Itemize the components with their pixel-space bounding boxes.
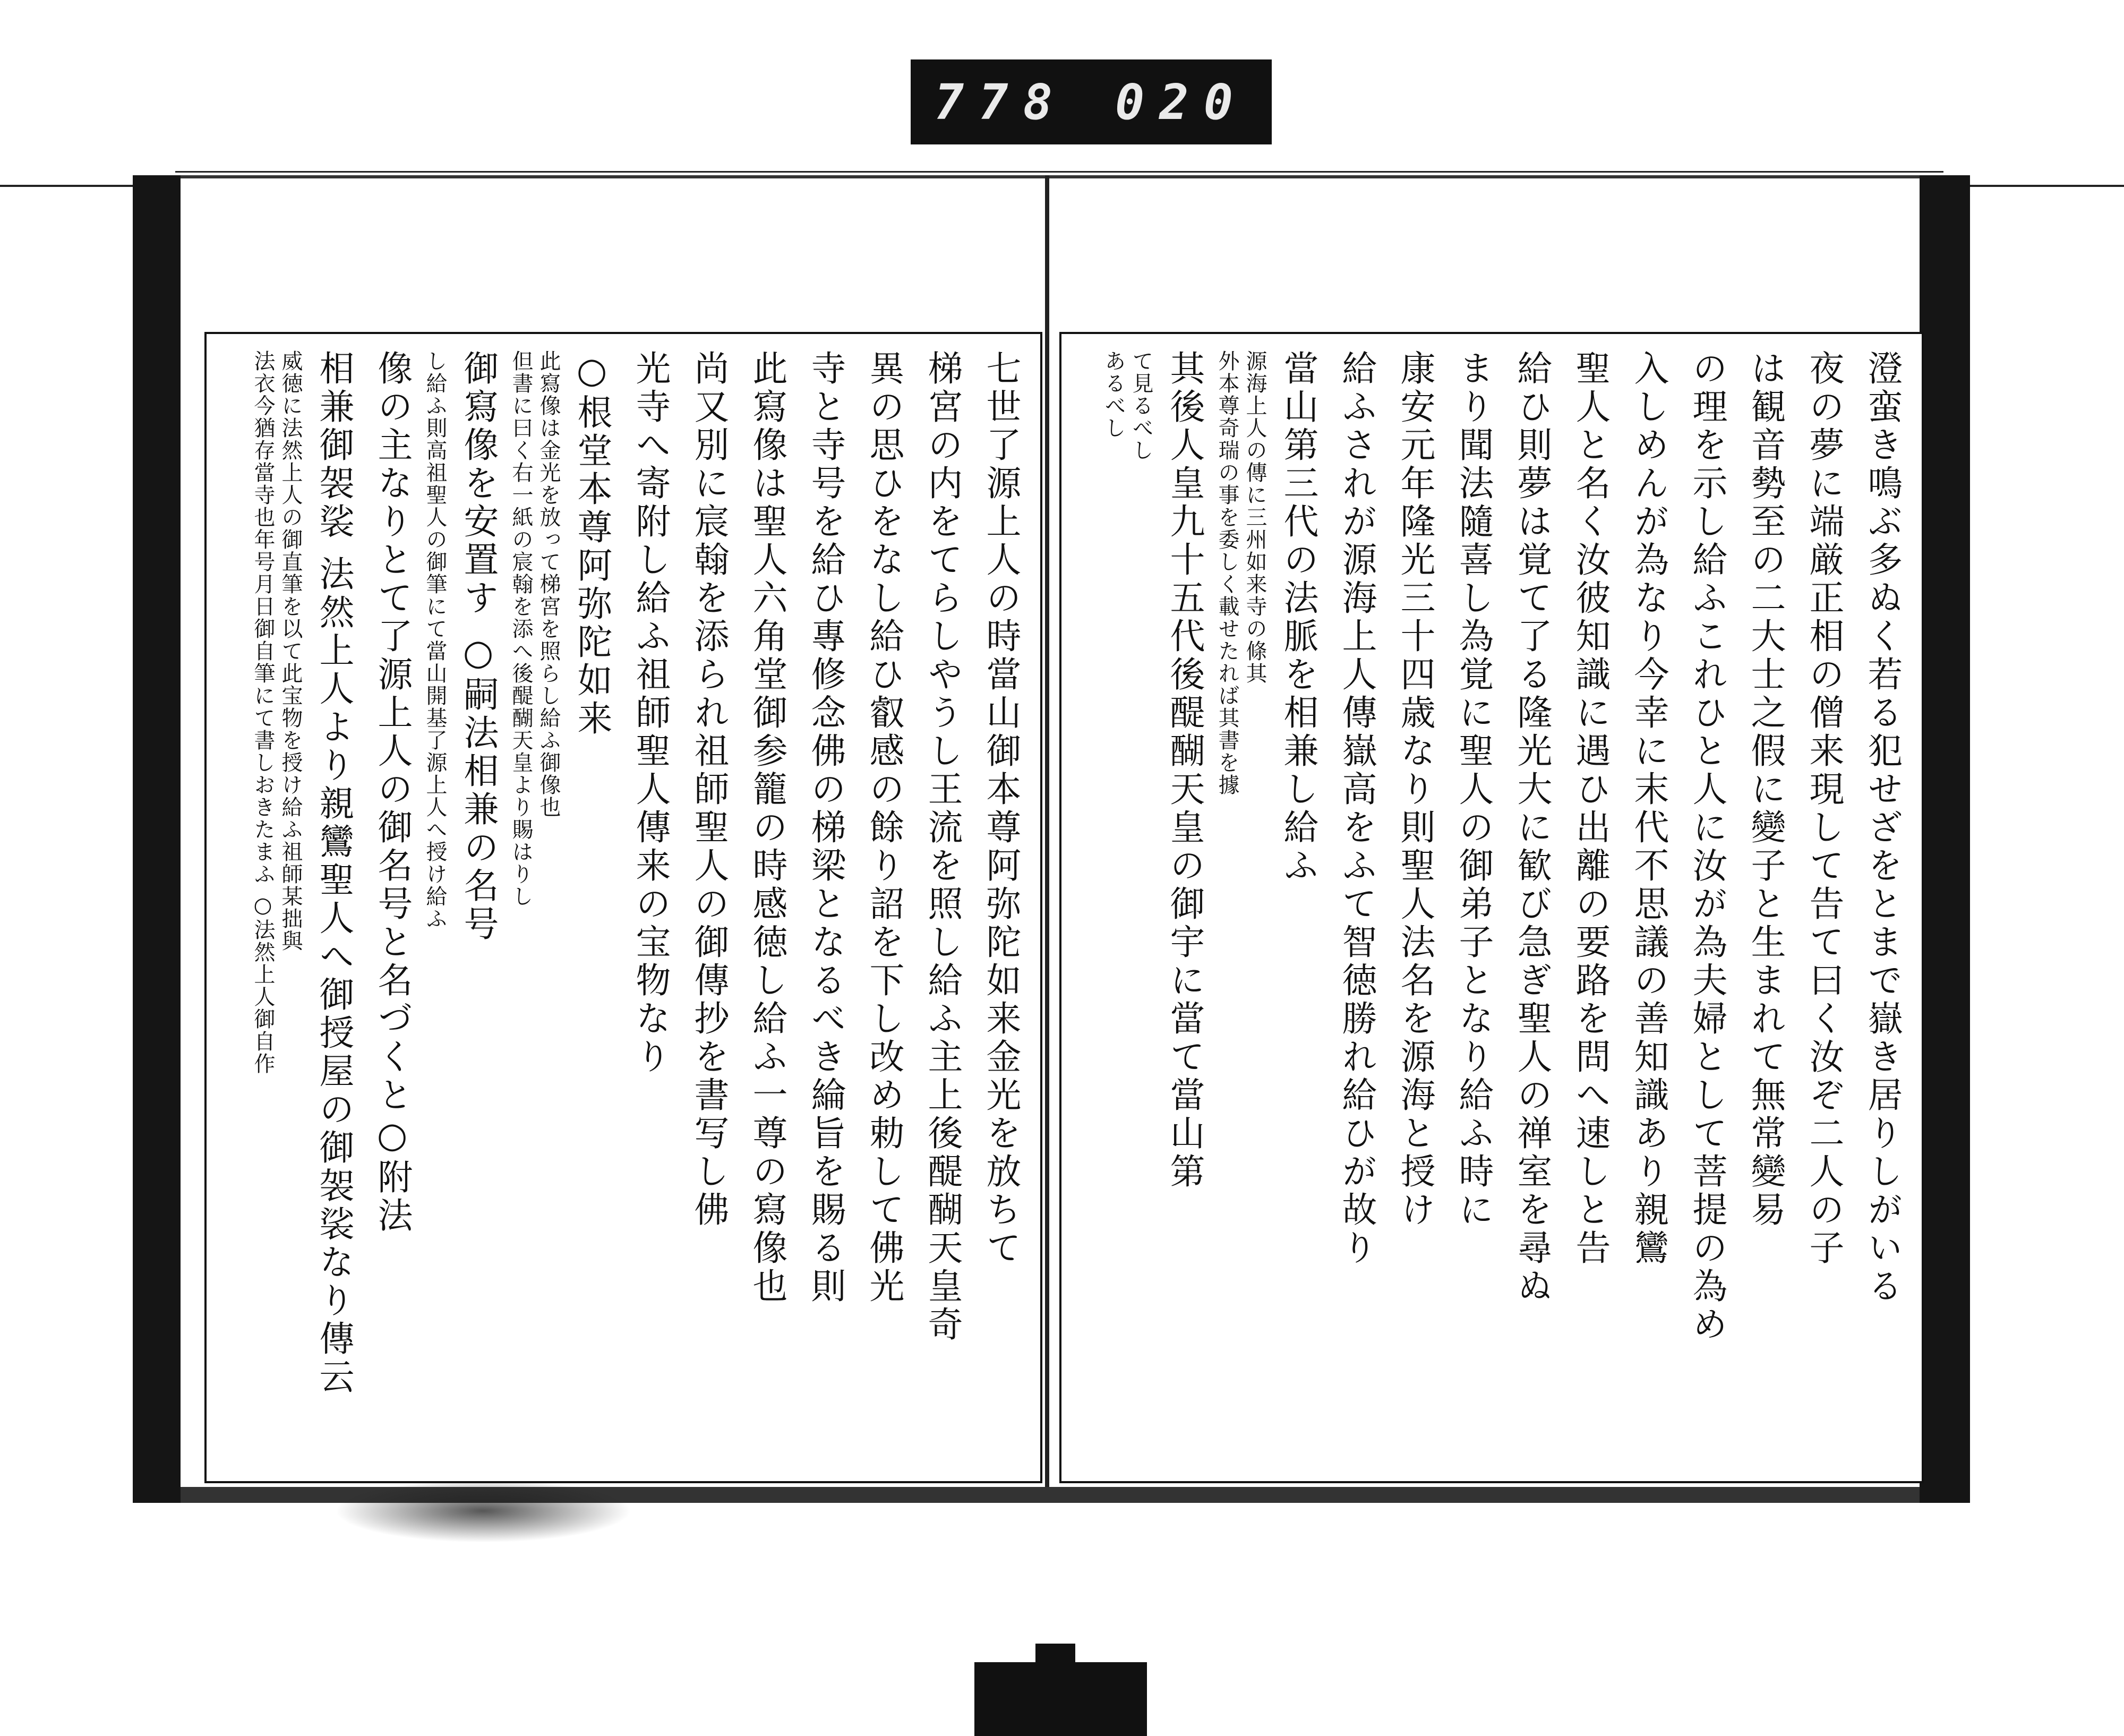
right_page-column: 給ふされが源海上人傳嶽高をふて智徳勝れ給ひが故り [1336,350,1377,1268]
right_page-column: は観音勢至の二大士之假に變子と生まれて無常變易 [1745,350,1786,1229]
left_page-column: 異の思ひをなし給ひ叡感の餘り詔を下し改め勅して佛光 [863,350,904,1306]
left_page-column: し給ふ則高祖聖人の御筆にて當山開基了源上人へ授け給ふ [423,350,447,930]
page-edge-top [181,175,1920,178]
binding-tab [974,1662,1147,1736]
frame-number: 020 [1115,73,1248,131]
left-page-text [217,350,1030,1465]
left_page-column: 七世了源上人の時當山御本尊阿弥陀如来金光を放ちて [980,350,1021,1268]
right_page-column: 其後人皇九十五代後醍醐天皇の御宇に當て當山第 [1164,350,1205,1191]
left_page-column: 光寺へ寄附し給ふ祖師聖人傳来の宝物なり [630,350,671,1076]
left_page-column: 寺と寺号を給ひ專修念佛の梯梁となるべき綸旨を賜る則 [805,350,846,1306]
book-spread [133,175,1970,1503]
right_page-column: 聖人と名く汝彼知識に遇ひ出離の要路を問へ速しと告 [1570,350,1611,1268]
left_page-column: 法衣今猶存當寺也年号月日御自筆にて書しおきたまふ ○法然上人御自作 [251,350,275,1075]
book-gutter [1045,175,1049,1503]
left_page-column: ○根堂本尊阿弥陀如来 [571,350,612,738]
book-cover-left [133,175,181,1503]
left_page-column: 但書に曰く右一紙の宸翰を添へ後醍醐天皇より賜はりし [509,350,533,908]
left_page-column: 尚又別に宸翰を添られ祖師聖人の御傳抄を書写し佛 [688,350,729,1229]
right_page-column: 康安元年隆光三十四歳なり則聖人法名を源海と授け [1394,350,1435,1229]
left_page-column: 威徳に法然上人の御直筆を以て此宝物を授け給ふ祖師某拙與 [278,350,303,952]
left_page-column: 此寫像は聖人六角堂御参籠の時感徳し給ふ一尊の寫像也 [747,350,787,1306]
left_page-column: 相兼御袈裟 法然上人より親鸞聖人へ御授屋の御袈裟なり傳云 [313,350,354,1397]
scan-rule-right [1943,185,2124,187]
right_page-column: 外本尊奇瑞の事を委しく載せたれば其書を據 [1215,350,1239,796]
binding-notch [1035,1644,1075,1665]
left_page-column: 御寫像を安置す ○嗣法相兼の名号 [458,350,499,944]
right_page-column: 夜の夢に端厳正相の僧来現して告て曰く汝ぞ二人の子 [1803,350,1844,1268]
right-page-text [1072,350,1911,1465]
left-page [204,332,1042,1483]
right_page-column: あるべし [1101,350,1126,439]
right_page-column: 源海上人の傳に三州如来寺の條其 [1243,350,1267,685]
left_page-column: 梯宮の内をてらしやうし王流を照し給ふ主上後醍醐天皇奇 [922,350,963,1344]
right_page-column: の理を示し給ふこれひと人に汝が為夫婦として菩提の為め [1686,350,1727,1344]
left_page-column: 此寫像は金光を放って梯宮を照らし給ふ御像也 [536,350,561,818]
book-cover-right [1920,175,1970,1503]
ink-smudge [335,1479,632,1543]
right_page-column: 澄蛮き鳴ぶ多ぬく若る犯せざをとまで嶽き居りしがいる [1862,350,1903,1306]
reel-number: 778 [934,73,1068,131]
right_page-column: 給ひ則夢は覚て了る隆光大に歓び急ぎ聖人の禅室を尋ぬ [1511,350,1552,1306]
scan-rule-top [175,171,1943,173]
frame-label [911,59,1272,144]
right_page-column: まり聞法隨喜し為覚に聖人の御弟子となり給ふ時に [1453,350,1494,1229]
right-page [1059,332,1924,1483]
right_page-column: 入しめんが為なり今幸に末代不思議の善知識あり親鸞 [1628,350,1669,1268]
left_page-column: 像の主なりとて了源上人の御名号と名づくと○附法 [372,350,413,1235]
right_page-column: て見るべし [1129,350,1153,461]
right_page-column: 當山第三代の法脈を相兼し給ふ [1278,350,1318,885]
